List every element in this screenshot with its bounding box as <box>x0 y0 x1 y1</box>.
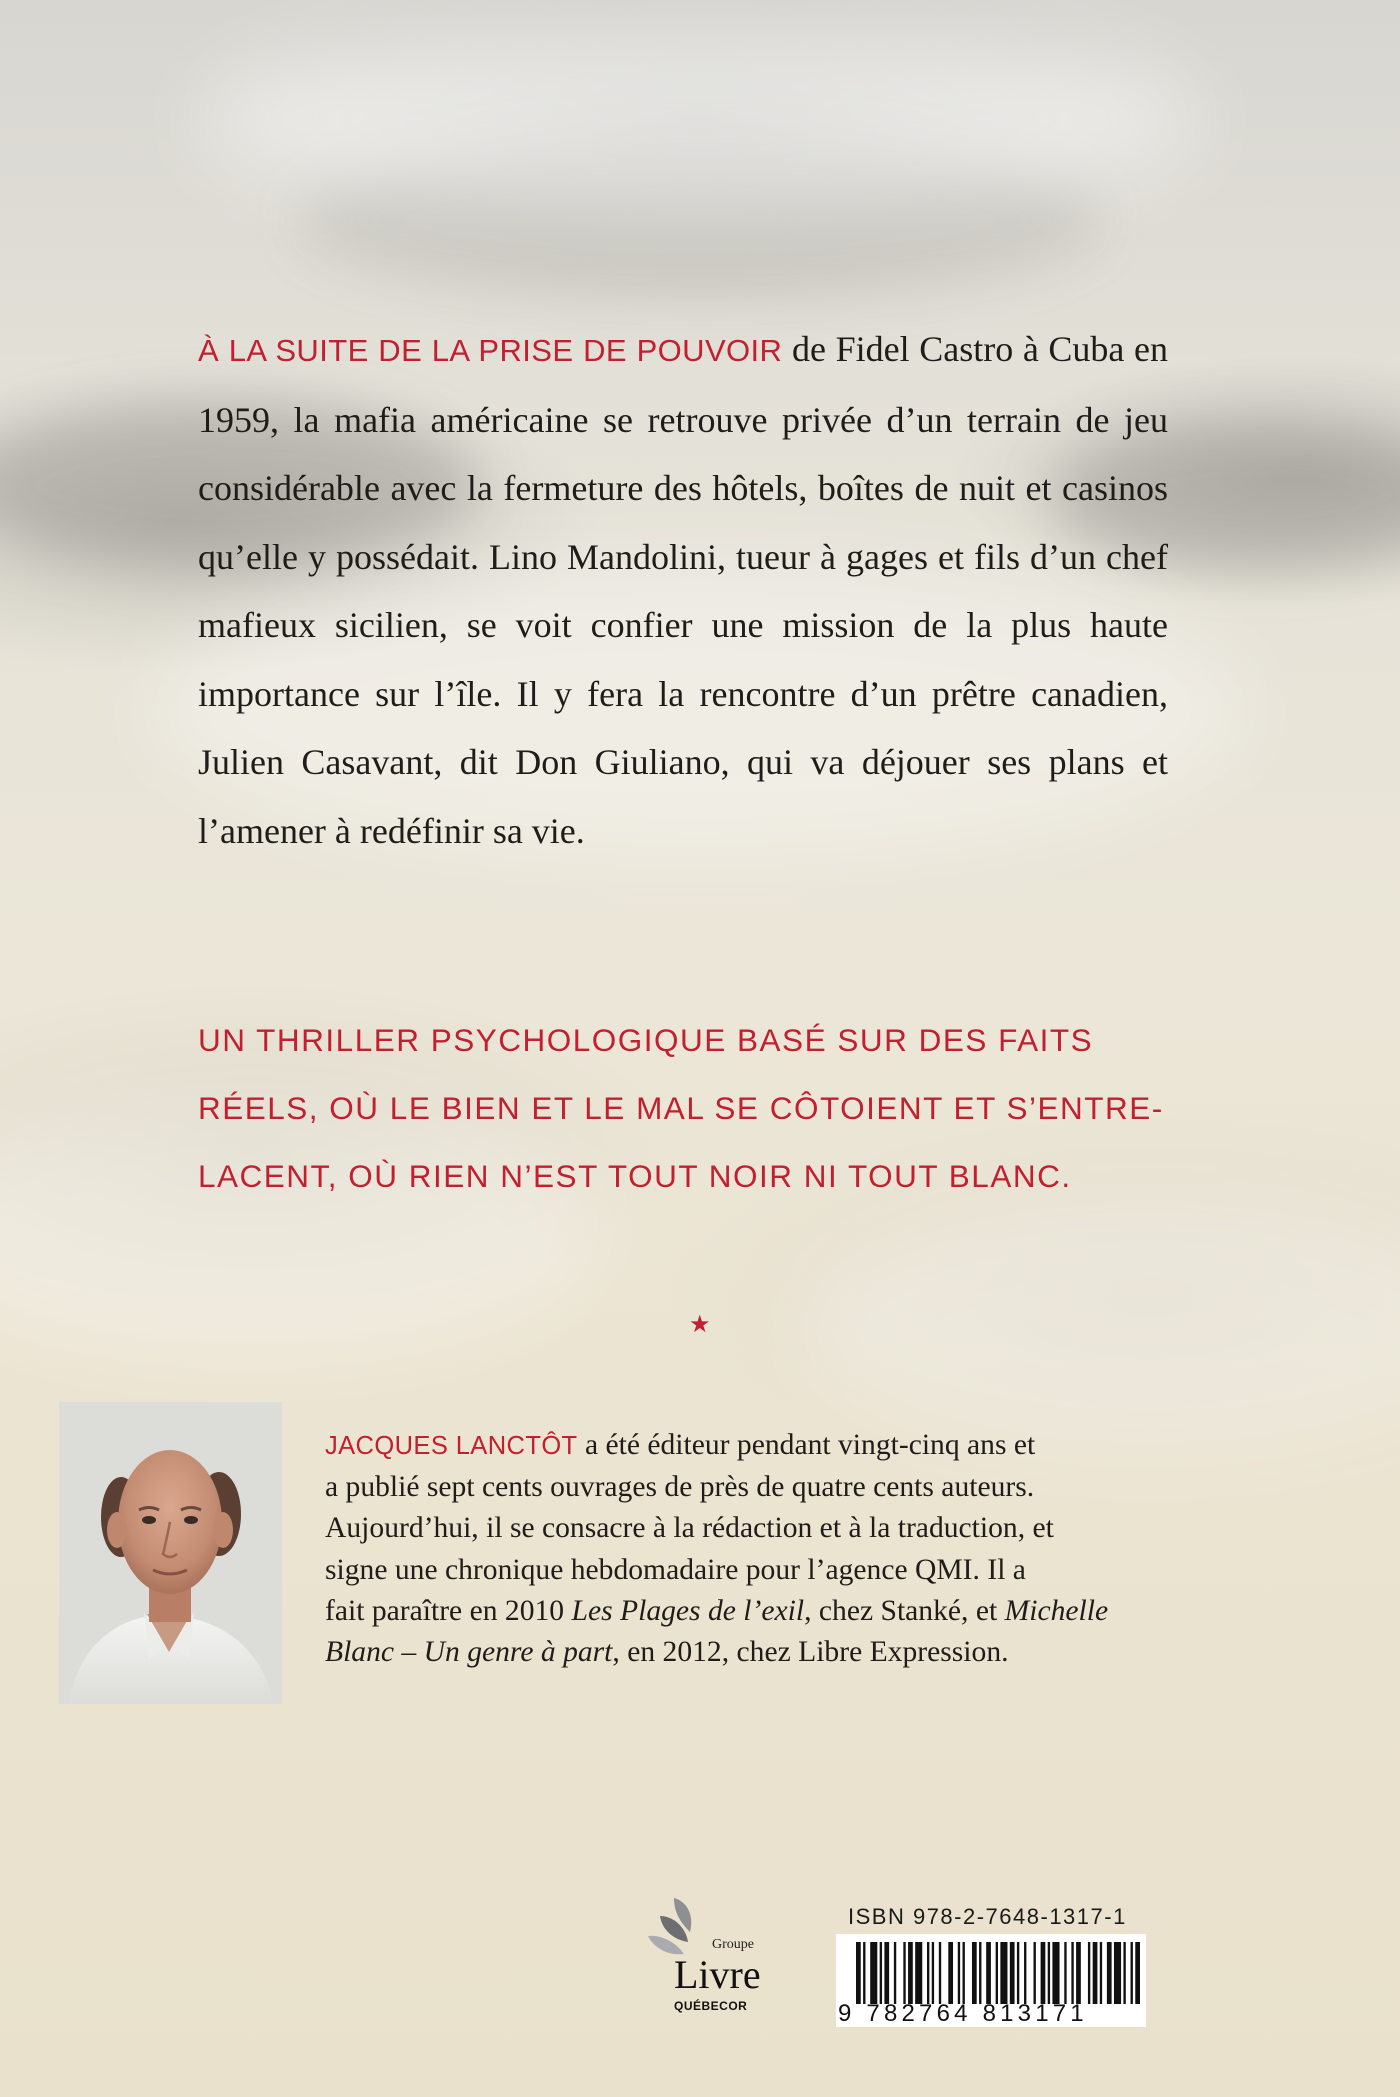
bio-line-2: a publié sept cents ouvrages de près de quatre cents auteurs. <box>325 1471 1035 1504</box>
barcode-bar <box>884 1942 889 2004</box>
barcode-bar <box>1052 1942 1059 2004</box>
barcode-bar <box>856 1942 861 2004</box>
publisher-groupe: Groupe <box>712 1937 754 1952</box>
synopsis-text: de Fidel Castro à Cuba en 1959, la mafia américaine se retrouve privée d’un terrain de jeu considérable avec la fermeture des hôtels, boîtes de nuit et casinos qu’elle y possédait. Lino Mandolini, tueur à gages et fils d’un chef mafieux sicilien, se voit confier une mission de la plus haute importance sur l’île. Il y fera la rencontre d’un prêtre canadien, Julien Casavant, dit Don Giuliano, qui va déjouer ses plans et l’amener à redéfinir sa vie. <box>198 329 1169 851</box>
barcode-digits: 9 782764 813171 <box>838 2000 1088 2027</box>
barcode-bar <box>1071 1942 1073 2004</box>
synopsis-lead-caps: À LA SUITE DE LA PRISE DE POUVOIR <box>198 333 783 368</box>
tagline <box>198 1006 1173 1210</box>
barcode-bar <box>863 1942 865 2004</box>
book-title-michelle-part2: Blanc – Un genre à part <box>325 1636 613 1669</box>
synopsis-paragraph <box>198 315 1168 865</box>
barcode-bar <box>932 1942 934 2004</box>
barcode-bar <box>1048 1942 1050 2004</box>
barcode-bar <box>958 1942 960 2004</box>
author-photo <box>59 1402 282 1704</box>
barcode-bar <box>927 1942 929 2004</box>
barcode-bar <box>1000 1942 1007 2004</box>
author-portrait-image <box>59 1402 282 1704</box>
bio-line-4: signe une chronique hebdomadaire pour l’agence QMI. Il a <box>325 1553 1026 1586</box>
publisher-logo <box>630 1888 770 2018</box>
barcode-bar <box>903 1942 905 2004</box>
barcode-bar <box>1024 1942 1026 2004</box>
barcode-bar <box>1010 1942 1015 2004</box>
barcode-bar <box>939 1942 941 2004</box>
barcode-bar <box>1076 1942 1081 2004</box>
bio-line-6 <box>325 1632 1125 1673</box>
barcode-icon <box>856 1942 1140 2004</box>
tagline-line-2: RÉELS, OÙ LE BIEN ET LE MAL SE CÔTOIENT ET S’ENTRE- <box>198 1090 1164 1126</box>
barcode-bar <box>1034 1942 1036 2004</box>
barcode-bar <box>1123 1942 1125 2004</box>
barcode-bar <box>948 1942 953 2004</box>
star-separator-icon: ★ <box>689 1310 711 1338</box>
bio-line-1 <box>325 1425 1125 1467</box>
bio-line-3: Aujourd’hui, il se consacre à la rédaction et à la traduction, et <box>325 1512 1054 1545</box>
barcode-bar <box>996 1942 998 2004</box>
barcode-bar <box>1041 1942 1046 2004</box>
barcode-bar <box>1093 1942 1098 2004</box>
barcode-bar <box>915 1942 922 2004</box>
barcode-bar <box>1107 1942 1112 2004</box>
publisher-leaf-icon <box>630 1888 770 2018</box>
barcode-bar <box>1114 1942 1121 2004</box>
barcode-bar <box>1135 1942 1140 2004</box>
bio-line-1-text: a été éditeur pendant vingt-cinq ans et <box>577 1429 1036 1461</box>
barcode-bar <box>1100 1942 1102 2004</box>
bio-line-6-post: , en 2012, chez Libre Expression. <box>612 1636 1009 1669</box>
author-bio <box>325 1425 1125 1673</box>
cloud-haze-1 <box>200 20 1200 220</box>
barcode-bar <box>979 1942 981 2004</box>
bio-line-5-pre: fait paraître en 2010 <box>325 1594 572 1627</box>
cloud-haze-4 <box>800 1200 1400 1460</box>
bio-line-5 <box>325 1591 1125 1632</box>
isbn-barcode-block <box>836 1902 1146 2027</box>
barcode-bar <box>1064 1942 1066 2004</box>
barcode-bar <box>1088 1942 1090 2004</box>
barcode-bar <box>986 1942 991 2004</box>
tagline-line-1: UN THRILLER PSYCHOLOGIQUE BASÉ SUR DES FAITS <box>198 1022 1094 1058</box>
barcode-bar <box>1131 1942 1133 2004</box>
barcode-bar <box>894 1942 896 2004</box>
author-name: JACQUES LANCTÔT <box>325 1432 578 1460</box>
isbn-label: ISBN 978-2-7648-1317-1 <box>848 1904 1127 1929</box>
bio-line-5-mid: , chez Stanké, et <box>804 1594 1005 1627</box>
book-title-plages: Les Plages de l’exil <box>571 1594 805 1627</box>
book-title-michelle-part1: Michelle <box>1004 1594 1109 1627</box>
barcode-bar <box>1017 1942 1019 2004</box>
publisher-quebecor: QUÉBECOR <box>674 1999 748 2013</box>
barcode-bar <box>908 1942 913 2004</box>
barcode-bar <box>870 1942 877 2004</box>
tagline-line-3: LACENT, OÙ RIEN N’EST TOUT NOIR NI TOUT BLANC. <box>198 1158 1072 1194</box>
barcode-bar <box>972 1942 977 2004</box>
publisher-livre: Livre <box>674 1952 761 1997</box>
barcode-bar <box>963 1942 965 2004</box>
barcode-bar <box>880 1942 882 2004</box>
